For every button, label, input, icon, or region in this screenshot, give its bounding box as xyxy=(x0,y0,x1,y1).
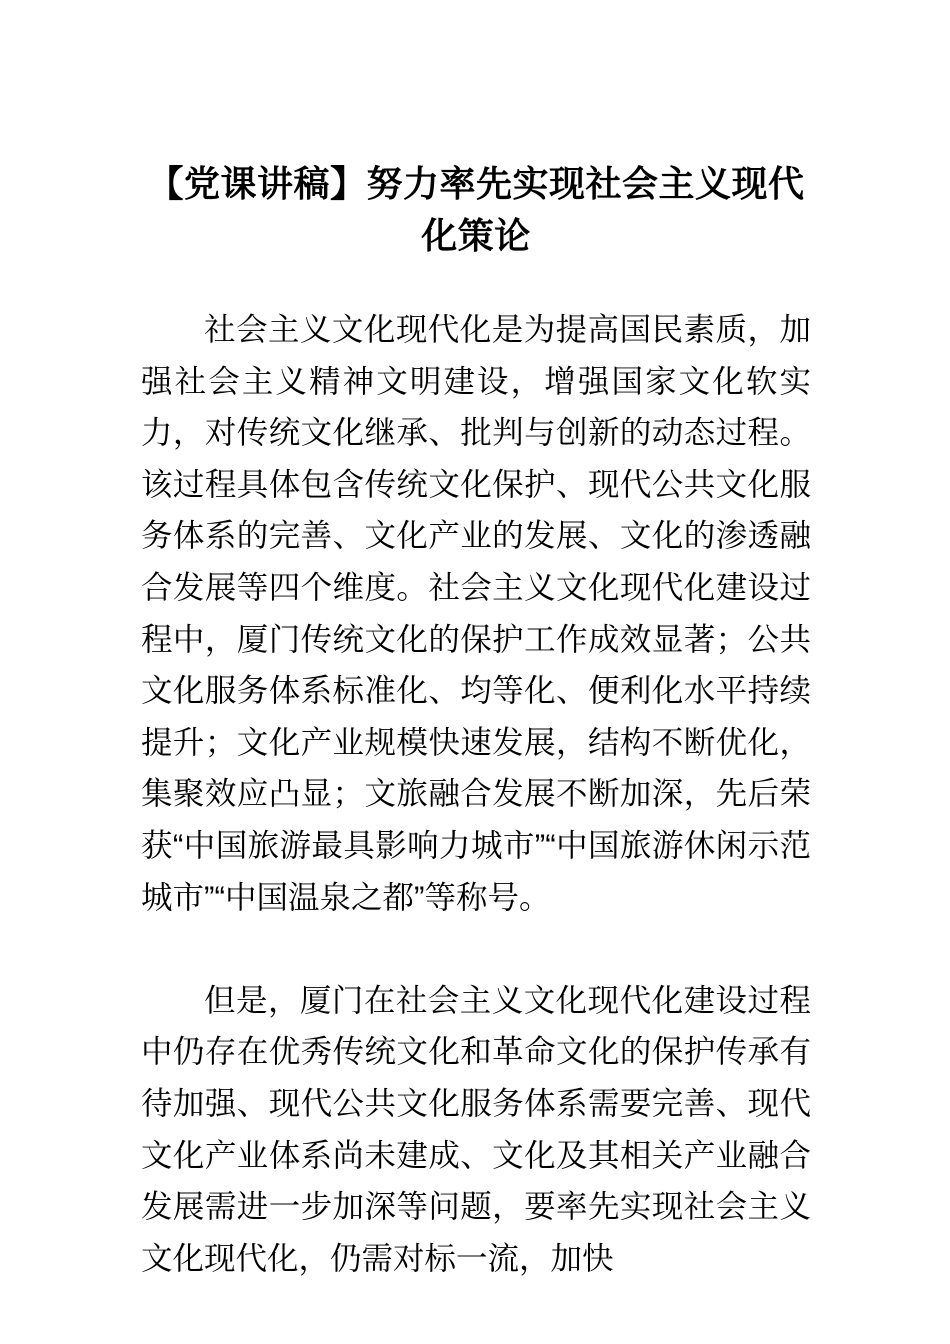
document-content-column xyxy=(141,0,811,1284)
body-paragraph: 社会主义文化现代化是为提高国民素质，加强社会主义精神文明建设，增强国家文化软实力，对传统文化继承、批判与创新的动态过程。该过程具体包含传统文化保护、现代公共文化服务体系的完善、文化产业的发展、文化的渗透融合发展等四个维度。社会主义文化现代化建设过程中，厦门传统文化的保护工作成效显著；公共文化服务体系标准化、均等化、便利化水平持续提升；文化产业规模快速发展，结构不断优化，集聚效应凸显；文旅融合发展不断加深，先后荣获“中国旅游最具影响力城市”“中国旅游休闲示范城市”“中国温泉之都”等称号。 xyxy=(141,311,811,915)
body-paragraph: 但是，厦门在社会主义文化现代化建设过程中仍存在优秀传统文化和革命文化的保护传承有待加强、现代公共文化服务体系需要完善、现代文化产业体系尚未建成、文化及其相关产业融合发展需进一步加深等问题，要率先实现社会主义文化现代化，仍需对标一流，加快 xyxy=(141,981,811,1276)
document-body xyxy=(141,304,811,1284)
page-title: 【党课讲稿】努力率先实现社会主义现代化策论 xyxy=(147,163,805,256)
